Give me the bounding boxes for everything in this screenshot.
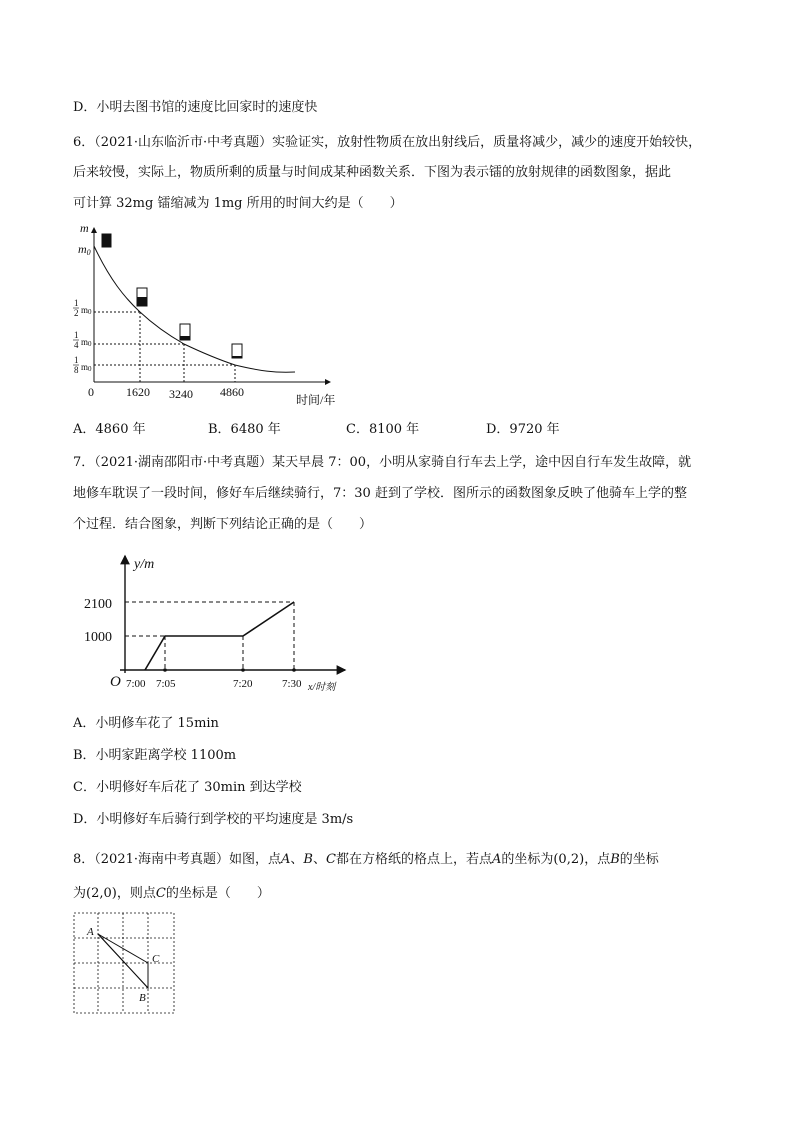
q6-y-axis-label: m xyxy=(80,221,89,235)
vial-full-icon xyxy=(102,234,111,247)
q6-origin: 0 xyxy=(88,385,94,399)
q8-stem-line-2: 为(2,0)，则点C的坐标是（ ） xyxy=(73,886,270,901)
q7-stem-line-2: 地修车耽误了一段时间，修好车后继续骑行，7：30 赶到了学校．图所示的函数图象反映了他骑车上学的整 xyxy=(73,486,687,501)
q5-option-d: D．小明去图书馆的速度比回家时的速度快 xyxy=(73,100,318,115)
q7-y-axis-label: y/m xyxy=(134,557,155,572)
svg-text:1: 1 xyxy=(74,298,79,308)
q6-option-c: C．8100 年 xyxy=(346,422,420,437)
q6-half-label xyxy=(73,298,92,318)
q7-origin: O xyxy=(110,674,121,690)
svg-text:1: 1 xyxy=(74,330,79,340)
q6-x-axis-label: 时间/年 xyxy=(296,393,336,407)
q7-x-tick: 7:05 xyxy=(156,678,176,690)
q7-x-tick: 7:30 xyxy=(282,678,302,690)
svg-text:8: 8 xyxy=(74,365,79,375)
q7-function-line xyxy=(145,602,294,670)
q7-x-tick: 7:20 xyxy=(233,678,253,690)
q6-x-tick: 3240 xyxy=(169,387,193,401)
q6-decay-curve xyxy=(94,246,295,372)
q6-quarter-label xyxy=(73,330,92,350)
q7-x-tick: 7:00 xyxy=(126,678,146,690)
svg-text:1: 1 xyxy=(74,355,79,365)
svg-text:2: 2 xyxy=(74,308,79,318)
q8-label-a: A xyxy=(87,926,94,938)
q7-option-c: C．小明修好车后花了 30min 到达学校 xyxy=(73,780,302,795)
q7-stem-line-1: 7．（2021·湖南邵阳市·中考真题）某天早晨 7：00，小明从家骑自行车去上学，途中因自行车发生故障，就 xyxy=(73,455,692,470)
q7-distance-time-graph xyxy=(80,548,370,698)
svg-text:m0: m0 xyxy=(81,362,92,373)
q6-x-tick: 1620 xyxy=(126,385,150,399)
q6-stem-line-3: 可计算 32mg 镭缩减为 1mg 所用的时间大约是（ ） xyxy=(73,196,403,211)
svg-text:4: 4 xyxy=(74,340,79,350)
q7-option-b: B．小明家距离学校 1100m xyxy=(73,748,237,763)
q8-label-b: B xyxy=(139,992,146,1004)
q6-option-b: B．6480 年 xyxy=(208,422,281,437)
q6-stem-line-1: 6．（2021·山东临沂市·中考真题）实验证实，放射性物质在放出射线后，质量将减少，减少的速度开始较快， xyxy=(73,135,702,150)
q7-stem-line-3: 个过程．结合图象，判断下列结论正确的是（ ） xyxy=(73,517,373,532)
q6-option-d: D．9720 年 xyxy=(486,422,560,437)
q8-label-c: C xyxy=(152,953,160,965)
q7-x-axis-label: x/时刻 xyxy=(308,682,336,693)
q6-eighth-label xyxy=(73,355,92,375)
svg-text:m0: m0 xyxy=(81,305,92,316)
q7-option-a: A．小明修车花了 15min xyxy=(73,716,219,731)
q6-m0-label: m0 xyxy=(78,242,91,257)
vial-eighth-icon xyxy=(232,344,242,358)
q6-option-a: A．4860 年 xyxy=(73,422,146,437)
q8-grid-figure xyxy=(72,909,182,1019)
q7-option-d: D．小明修好车后骑行到学校的平均速度是 3m/s xyxy=(73,812,354,827)
q6-decay-graph xyxy=(70,220,370,410)
q6-stem-line-2: 后来较慢，实际上，物质所剩的质量与时间成某种函数关系．下图为表示镭的放射规律的函数图象，据此 xyxy=(73,165,672,180)
q8-stem-line-1: 8．（2021·海南中考真题）如图，点A、B、C都在方格纸的格点上，若点A的坐标为(0,2)，点B的坐标 xyxy=(73,852,659,867)
q7-y-tick: 1000 xyxy=(84,630,112,645)
q6-x-tick: 4860 xyxy=(220,385,244,399)
q7-y-tick: 2100 xyxy=(84,597,112,612)
svg-text:m0: m0 xyxy=(81,337,92,348)
